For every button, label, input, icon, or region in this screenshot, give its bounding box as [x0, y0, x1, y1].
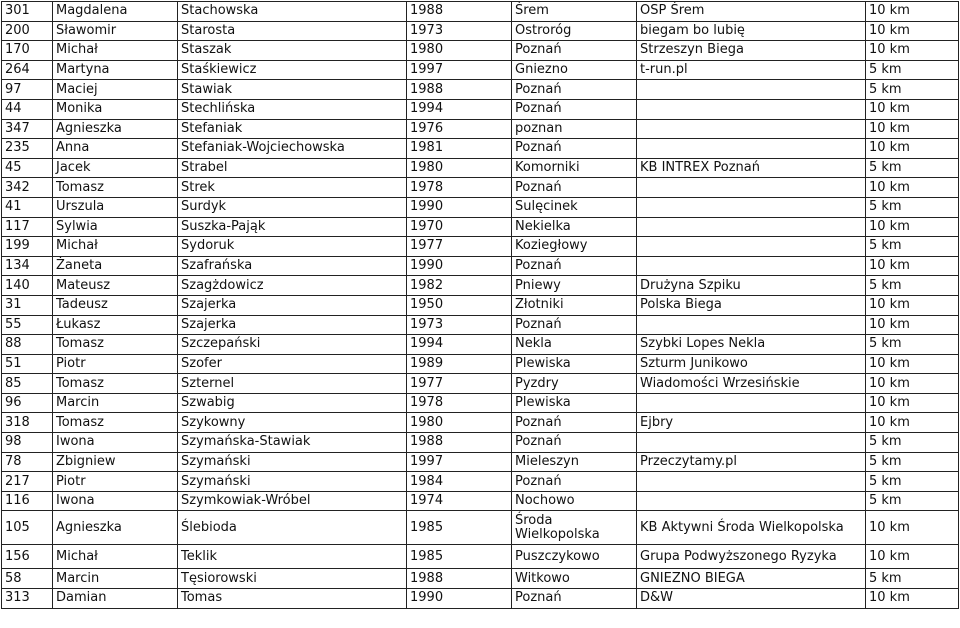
bib-number-cell: 44 — [2, 99, 53, 119]
city-cell: Poznań — [512, 589, 637, 609]
birth-year-cell: 1980 — [407, 158, 512, 178]
bib-number-cell: 318 — [2, 413, 53, 433]
first-name-cell: Damian — [53, 589, 178, 609]
birth-year-cell: 1976 — [407, 119, 512, 139]
table-row — [2, 589, 959, 609]
distance-cell: 5 km — [866, 80, 959, 100]
bib-number-cell: 140 — [2, 276, 53, 296]
bib-number-cell: 170 — [2, 41, 53, 61]
city-cell: Poznań — [512, 139, 637, 159]
club-cell: Przeczytamy.pl — [637, 452, 866, 472]
city-cell: Sulęcinek — [512, 197, 637, 217]
bib-number-cell: 342 — [2, 178, 53, 198]
table-row — [2, 217, 959, 237]
first-name-cell: Marcin — [53, 569, 178, 589]
bib-number-cell: 264 — [2, 60, 53, 80]
birth-year-cell: 1990 — [407, 197, 512, 217]
distance-cell: 5 km — [866, 569, 959, 589]
first-name-cell: Piotr — [53, 472, 178, 492]
club-cell: Ejbry — [637, 413, 866, 433]
bib-number-cell: 156 — [2, 545, 53, 569]
distance-cell: 10 km — [866, 2, 959, 22]
first-name-cell: Sylwia — [53, 217, 178, 237]
first-name-cell: Iwona — [53, 433, 178, 453]
table-row — [2, 374, 959, 394]
table-row — [2, 60, 959, 80]
club-cell — [637, 119, 866, 139]
distance-cell: 5 km — [866, 452, 959, 472]
birth-year-cell: 1994 — [407, 99, 512, 119]
club-cell: t-run.pl — [637, 60, 866, 80]
last-name-cell: Stefaniak — [178, 119, 407, 139]
last-name-cell: Surdyk — [178, 197, 407, 217]
club-cell: OSP Śrem — [637, 2, 866, 22]
city-cell: Nekielka — [512, 217, 637, 237]
first-name-cell: Monika — [53, 99, 178, 119]
bib-number-cell: 199 — [2, 237, 53, 257]
last-name-cell: Starosta — [178, 21, 407, 41]
first-name-cell: Martyna — [53, 60, 178, 80]
city-cell: Poznań — [512, 315, 637, 335]
last-name-cell: Stechlińska — [178, 99, 407, 119]
bib-number-cell: 58 — [2, 569, 53, 589]
city-cell: Śrem — [512, 2, 637, 22]
city-cell: Poznań — [512, 256, 637, 276]
birth-year-cell: 1981 — [407, 139, 512, 159]
bib-number-cell: 116 — [2, 491, 53, 511]
bib-number-cell: 41 — [2, 197, 53, 217]
city-cell: Złotniki — [512, 295, 637, 315]
bib-number-cell: 217 — [2, 472, 53, 492]
city-cell: Poznań — [512, 413, 637, 433]
distance-cell: 10 km — [866, 217, 959, 237]
last-name-cell: Stawiak — [178, 80, 407, 100]
city-cell: Środa Wielkopolska — [512, 511, 637, 545]
first-name-cell: Tomasz — [53, 335, 178, 355]
distance-cell: 10 km — [866, 41, 959, 61]
birth-year-cell: 1974 — [407, 491, 512, 511]
city-cell: Puszczykowo — [512, 545, 637, 569]
bib-number-cell: 117 — [2, 217, 53, 237]
distance-cell: 10 km — [866, 393, 959, 413]
first-name-cell: Mateusz — [53, 276, 178, 296]
city-cell: poznan — [512, 119, 637, 139]
club-cell — [637, 315, 866, 335]
last-name-cell: Szczepański — [178, 335, 407, 355]
distance-cell: 10 km — [866, 413, 959, 433]
city-cell: Poznań — [512, 433, 637, 453]
birth-year-cell: 1977 — [407, 374, 512, 394]
distance-cell: 10 km — [866, 21, 959, 41]
club-cell: KB Aktywni Środa Wielkopolska — [637, 511, 866, 545]
table-row — [2, 511, 959, 545]
participants-table — [1, 1, 959, 609]
birth-year-cell: 1997 — [407, 452, 512, 472]
last-name-cell: Tomas — [178, 589, 407, 609]
distance-cell: 10 km — [866, 99, 959, 119]
last-name-cell: Strek — [178, 178, 407, 198]
club-cell: Drużyna Szpiku — [637, 276, 866, 296]
table-row — [2, 354, 959, 374]
bib-number-cell: 31 — [2, 295, 53, 315]
table-row — [2, 315, 959, 335]
club-cell — [637, 256, 866, 276]
distance-cell: 10 km — [866, 295, 959, 315]
club-cell — [637, 178, 866, 198]
table-row — [2, 413, 959, 433]
birth-year-cell: 1980 — [407, 413, 512, 433]
birth-year-cell: 1984 — [407, 472, 512, 492]
birth-year-cell: 1970 — [407, 217, 512, 237]
first-name-cell: Iwona — [53, 491, 178, 511]
city-cell: Koziegłowy — [512, 237, 637, 257]
city-cell: Ostroróg — [512, 21, 637, 41]
bib-number-cell: 347 — [2, 119, 53, 139]
first-name-cell: Jacek — [53, 158, 178, 178]
last-name-cell: Stefaniak-Wojciechowska — [178, 139, 407, 159]
city-cell: Plewiska — [512, 354, 637, 374]
bib-number-cell: 235 — [2, 139, 53, 159]
first-name-cell: Magdalena — [53, 2, 178, 22]
birth-year-cell: 1988 — [407, 80, 512, 100]
distance-cell: 10 km — [866, 511, 959, 545]
club-cell — [637, 472, 866, 492]
distance-cell: 10 km — [866, 139, 959, 159]
last-name-cell: Teklik — [178, 545, 407, 569]
city-cell: Poznań — [512, 41, 637, 61]
distance-cell: 5 km — [866, 197, 959, 217]
distance-cell: 10 km — [866, 589, 959, 609]
birth-year-cell: 1980 — [407, 41, 512, 61]
participants-table-body — [2, 2, 959, 609]
distance-cell: 10 km — [866, 119, 959, 139]
bib-number-cell: 134 — [2, 256, 53, 276]
birth-year-cell: 1985 — [407, 511, 512, 545]
club-cell — [637, 197, 866, 217]
club-cell — [637, 217, 866, 237]
first-name-cell: Tomasz — [53, 374, 178, 394]
bib-number-cell: 45 — [2, 158, 53, 178]
club-cell — [637, 139, 866, 159]
birth-year-cell: 1973 — [407, 315, 512, 335]
table-row — [2, 158, 959, 178]
table-row — [2, 335, 959, 355]
table-row — [2, 256, 959, 276]
distance-cell: 5 km — [866, 237, 959, 257]
table-row — [2, 545, 959, 569]
table-row — [2, 393, 959, 413]
birth-year-cell: 1982 — [407, 276, 512, 296]
club-cell: Szturm Junikowo — [637, 354, 866, 374]
birth-year-cell: 1988 — [407, 433, 512, 453]
first-name-cell: Sławomir — [53, 21, 178, 41]
table-row — [2, 472, 959, 492]
birth-year-cell: 1950 — [407, 295, 512, 315]
first-name-cell: Michał — [53, 545, 178, 569]
last-name-cell: Ślebioda — [178, 511, 407, 545]
bib-number-cell: 97 — [2, 80, 53, 100]
city-cell: Nekla — [512, 335, 637, 355]
birth-year-cell: 1990 — [407, 589, 512, 609]
first-name-cell: Agnieszka — [53, 119, 178, 139]
club-cell — [637, 237, 866, 257]
city-cell: Mieleszyn — [512, 452, 637, 472]
last-name-cell: Staszak — [178, 41, 407, 61]
table-row — [2, 237, 959, 257]
last-name-cell: Szafrańska — [178, 256, 407, 276]
last-name-cell: Staśkiewicz — [178, 60, 407, 80]
first-name-cell: Anna — [53, 139, 178, 159]
birth-year-cell: 1985 — [407, 545, 512, 569]
last-name-cell: Szymańska-Stawiak — [178, 433, 407, 453]
first-name-cell: Piotr — [53, 354, 178, 374]
last-name-cell: Szagżdowicz — [178, 276, 407, 296]
table-row — [2, 21, 959, 41]
birth-year-cell: 1989 — [407, 354, 512, 374]
bib-number-cell: 85 — [2, 374, 53, 394]
bib-number-cell: 96 — [2, 393, 53, 413]
last-name-cell: Suszka-Pająk — [178, 217, 407, 237]
table-row — [2, 197, 959, 217]
bib-number-cell: 105 — [2, 511, 53, 545]
club-cell — [637, 80, 866, 100]
table-row — [2, 452, 959, 472]
distance-cell: 5 km — [866, 433, 959, 453]
club-cell — [637, 433, 866, 453]
city-cell: Komorniki — [512, 158, 637, 178]
first-name-cell: Agnieszka — [53, 511, 178, 545]
club-cell: Wiadomości Wrzesińskie — [637, 374, 866, 394]
distance-cell: 5 km — [866, 158, 959, 178]
table-row — [2, 569, 959, 589]
club-cell: Polska Biega — [637, 295, 866, 315]
bib-number-cell: 98 — [2, 433, 53, 453]
distance-cell: 10 km — [866, 256, 959, 276]
city-cell: Poznań — [512, 80, 637, 100]
bib-number-cell: 88 — [2, 335, 53, 355]
last-name-cell: Szymański — [178, 452, 407, 472]
distance-cell: 10 km — [866, 545, 959, 569]
city-cell: Pniewy — [512, 276, 637, 296]
distance-cell: 5 km — [866, 60, 959, 80]
club-cell — [637, 393, 866, 413]
table-row — [2, 433, 959, 453]
bib-number-cell: 51 — [2, 354, 53, 374]
table-row — [2, 2, 959, 22]
bib-number-cell: 313 — [2, 589, 53, 609]
distance-cell: 10 km — [866, 315, 959, 335]
distance-cell: 5 km — [866, 276, 959, 296]
birth-year-cell: 1990 — [407, 256, 512, 276]
birth-year-cell: 1978 — [407, 178, 512, 198]
city-cell: Poznań — [512, 178, 637, 198]
club-cell — [637, 99, 866, 119]
distance-cell: 10 km — [866, 178, 959, 198]
last-name-cell: Tęsiorowski — [178, 569, 407, 589]
distance-cell: 5 km — [866, 335, 959, 355]
birth-year-cell: 1973 — [407, 21, 512, 41]
first-name-cell: Tomasz — [53, 178, 178, 198]
bib-number-cell: 55 — [2, 315, 53, 335]
city-cell: Poznań — [512, 99, 637, 119]
first-name-cell: Tadeusz — [53, 295, 178, 315]
club-cell — [637, 491, 866, 511]
birth-year-cell: 1988 — [407, 2, 512, 22]
last-name-cell: Szternel — [178, 374, 407, 394]
table-row — [2, 80, 959, 100]
first-name-cell: Maciej — [53, 80, 178, 100]
first-name-cell: Urszula — [53, 197, 178, 217]
last-name-cell: Szykowny — [178, 413, 407, 433]
table-row — [2, 491, 959, 511]
first-name-cell: Michał — [53, 41, 178, 61]
birth-year-cell: 1997 — [407, 60, 512, 80]
first-name-cell: Zbigniew — [53, 452, 178, 472]
city-cell: Nochowo — [512, 491, 637, 511]
city-cell: Witkowo — [512, 569, 637, 589]
table-row — [2, 119, 959, 139]
club-cell: biegam bo lubię — [637, 21, 866, 41]
last-name-cell: Szwabig — [178, 393, 407, 413]
distance-cell: 10 km — [866, 354, 959, 374]
club-cell: GNIEZNO BIEGA — [637, 569, 866, 589]
distance-cell: 10 km — [866, 374, 959, 394]
birth-year-cell: 1978 — [407, 393, 512, 413]
club-cell: D&W — [637, 589, 866, 609]
table-row — [2, 41, 959, 61]
last-name-cell: Szajerka — [178, 315, 407, 335]
table-row — [2, 276, 959, 296]
distance-cell: 5 km — [866, 472, 959, 492]
first-name-cell: Tomasz — [53, 413, 178, 433]
last-name-cell: Szofer — [178, 354, 407, 374]
last-name-cell: Stachowska — [178, 2, 407, 22]
first-name-cell: Michał — [53, 237, 178, 257]
last-name-cell: Szajerka — [178, 295, 407, 315]
club-cell: Grupa Podwyższonego Ryzyka — [637, 545, 866, 569]
birth-year-cell: 1994 — [407, 335, 512, 355]
table-row — [2, 139, 959, 159]
city-cell: Plewiska — [512, 393, 637, 413]
bib-number-cell: 301 — [2, 2, 53, 22]
last-name-cell: Strabel — [178, 158, 407, 178]
club-cell: Szybki Lopes Nekla — [637, 335, 866, 355]
table-row — [2, 295, 959, 315]
last-name-cell: Sydoruk — [178, 237, 407, 257]
city-cell: Gniezno — [512, 60, 637, 80]
first-name-cell: Żaneta — [53, 256, 178, 276]
club-cell: KB INTREX Poznań — [637, 158, 866, 178]
first-name-cell: Marcin — [53, 393, 178, 413]
city-cell: Poznań — [512, 472, 637, 492]
club-cell: Strzeszyn Biega — [637, 41, 866, 61]
bib-number-cell: 78 — [2, 452, 53, 472]
first-name-cell: Łukasz — [53, 315, 178, 335]
bib-number-cell: 200 — [2, 21, 53, 41]
last-name-cell: Szymkowiak-Wróbel — [178, 491, 407, 511]
last-name-cell: Szymański — [178, 472, 407, 492]
birth-year-cell: 1977 — [407, 237, 512, 257]
distance-cell: 5 km — [866, 491, 959, 511]
table-row — [2, 99, 959, 119]
birth-year-cell: 1988 — [407, 569, 512, 589]
city-cell: Pyzdry — [512, 374, 637, 394]
table-row — [2, 178, 959, 198]
